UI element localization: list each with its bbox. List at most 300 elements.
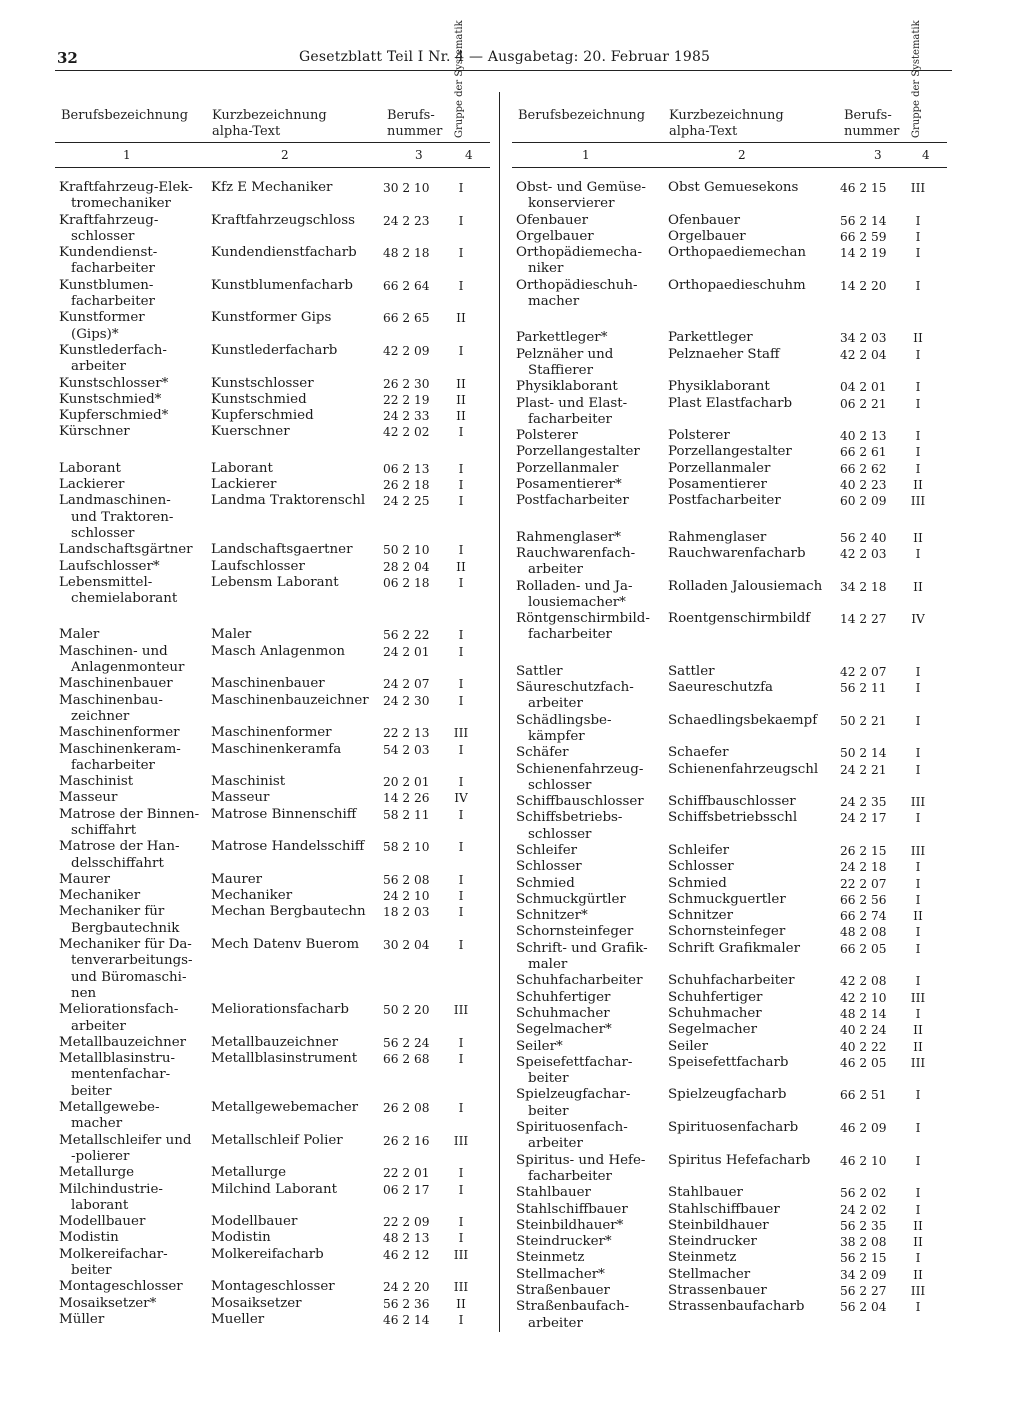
occupation-number: 14 2 27	[840, 612, 887, 627]
table-row	[512, 245, 947, 278]
occupation-number: 56 2 08	[383, 872, 430, 887]
occupation-name	[516, 461, 668, 477]
occupation-number: 26 2 18	[383, 478, 430, 493]
occupation-name-line: Schornsteinfeger	[516, 924, 634, 940]
table-row	[512, 745, 947, 761]
occupation-name	[516, 876, 668, 892]
occupation-name-line: Maschinenbau-	[59, 692, 163, 708]
table-row	[55, 676, 490, 692]
short-name: Montageschlosser	[211, 1279, 335, 1295]
occupation-name	[59, 245, 211, 278]
occupation-name-line: Schmuckgürtler	[516, 891, 626, 907]
short-name: Metallurge	[211, 1165, 287, 1181]
group-number: I	[458, 213, 464, 228]
occupation-number: 42 2 10	[840, 990, 887, 1005]
occupation-name	[516, 330, 668, 346]
occupation-number: 26 2 08	[383, 1101, 430, 1116]
group-number: I	[915, 1202, 921, 1217]
table-row	[55, 1296, 490, 1312]
occupation-name-line: Plast- und Elast-	[516, 395, 628, 411]
short-name: Schleifer	[668, 842, 730, 858]
occupation-number: 42 2 03	[840, 546, 887, 561]
short-name: Schmuckguertler	[668, 891, 786, 907]
occupation-name	[516, 1185, 668, 1201]
occupation-number: 42 2 07	[840, 664, 887, 679]
short-name: Stellmacher	[668, 1266, 751, 1282]
group-number: I	[915, 860, 921, 875]
group-number: I	[458, 1166, 464, 1181]
header-rule	[512, 142, 947, 143]
occupation-number: 06 2 13	[383, 461, 430, 476]
occupation-name-line: Metallgewebe-	[59, 1100, 160, 1116]
occupation-name-line: arbeiter	[528, 696, 583, 712]
group-number: III	[910, 843, 926, 858]
group-number: I	[458, 543, 464, 558]
occupation-number: 24 2 30	[383, 693, 430, 708]
occupation-number: 34 2 03	[840, 331, 887, 346]
occupation-name	[516, 278, 668, 311]
group-number: II	[456, 559, 466, 574]
occupation-name-line: laborant	[71, 1197, 129, 1213]
table-header	[512, 20, 947, 142]
occupation-name-line: Schuhfacharbeiter	[516, 973, 643, 989]
occupation-name	[59, 376, 211, 392]
occupation-name	[59, 1312, 211, 1328]
column-number-2: 2	[738, 148, 746, 162]
occupation-name	[59, 1214, 211, 1230]
occupation-name	[516, 892, 668, 908]
occupation-number: 40 2 22	[840, 1039, 887, 1054]
group-number: I	[915, 429, 921, 444]
table-row	[512, 1267, 947, 1283]
letter-group-spacer	[55, 441, 490, 461]
short-name: Steinmetz	[668, 1250, 737, 1266]
table-row	[512, 924, 947, 940]
occupation-name-line: maler	[528, 957, 568, 973]
column-numbers	[55, 148, 490, 164]
group-number: I	[915, 1088, 921, 1103]
occupation-name-line: facharbeiter	[71, 261, 155, 277]
short-name: Rolladen Jalousiemach	[668, 578, 823, 594]
group-number: I	[458, 478, 464, 493]
occupation-name-line: Kunstschlosser*	[59, 375, 169, 391]
short-name: Schornsteinfeger	[668, 924, 786, 940]
occupation-name-line: Maler	[59, 627, 100, 643]
occupation-name	[59, 693, 211, 726]
column-number-4: 4	[465, 148, 473, 162]
short-name: Laufschlosser	[211, 558, 305, 574]
group-number: III	[453, 726, 469, 741]
occupation-name	[59, 343, 211, 376]
occupation-name-line: tenverarbeitungs-	[71, 953, 193, 969]
table-row	[55, 559, 490, 575]
table-row	[512, 1087, 947, 1120]
short-name: Stahlbauer	[668, 1185, 743, 1201]
occupation-name	[516, 680, 668, 713]
group-number: I	[915, 380, 921, 395]
short-name: Milchind Laborant	[211, 1181, 338, 1197]
short-name: Schmied	[668, 875, 727, 891]
occupation-name-line: facharbeiter	[528, 1168, 612, 1184]
occupation-number: 48 2 18	[383, 246, 430, 261]
group-number: III	[910, 1055, 926, 1070]
occupation-name	[59, 477, 211, 493]
occupation-number: 26 2 16	[383, 1133, 430, 1148]
occupation-name-line: Röntgenschirmbild-	[516, 611, 650, 627]
column-number-4: 4	[922, 148, 930, 162]
occupation-name-line: Meliorationsfach-	[59, 1002, 179, 1018]
occupation-number: 24 2 23	[383, 213, 430, 228]
group-number: III	[453, 1133, 469, 1148]
column-number-1: 1	[582, 148, 590, 162]
group-number: I	[915, 681, 921, 696]
occupation-name-line: Postfacharbeiter	[516, 493, 629, 509]
occupation-name	[516, 428, 668, 444]
occupation-number: 66 2 64	[383, 278, 430, 293]
group-number: I	[458, 840, 464, 855]
occupation-name-line: Pelznäher und	[516, 346, 614, 362]
short-name: Kuerschner	[211, 424, 290, 440]
group-number: IV	[911, 612, 925, 627]
occupation-name	[516, 843, 668, 859]
occupation-name	[516, 1153, 668, 1186]
table-row	[512, 908, 947, 924]
table-row	[512, 379, 947, 395]
occupation-name-line: zeichner	[71, 708, 130, 724]
occupation-name-line: Metallbauzeichner	[59, 1034, 187, 1050]
occupation-name	[59, 575, 211, 608]
group-number: I	[458, 1052, 464, 1067]
short-name: Metallschleif Polier	[211, 1132, 343, 1148]
table-row	[512, 530, 947, 546]
occupation-number: 46 2 05	[840, 1055, 887, 1070]
group-number: I	[915, 941, 921, 956]
table-row	[55, 644, 490, 677]
occupation-name	[516, 229, 668, 245]
table-row	[55, 1182, 490, 1215]
occupation-name	[59, 676, 211, 692]
occupation-name	[59, 807, 211, 840]
group-number: I	[915, 762, 921, 777]
occupation-name-line: Schmied	[516, 875, 575, 891]
table-row	[55, 807, 490, 840]
column-number-2: 2	[281, 148, 289, 162]
occupation-name-line: Parkettleger*	[516, 330, 608, 346]
occupation-name	[516, 546, 668, 579]
occupation-name	[516, 1267, 668, 1283]
group-number: II	[913, 1235, 923, 1250]
occupation-name	[516, 664, 668, 680]
table-row	[55, 904, 490, 937]
occupation-name-line: Mosaiksetzer*	[59, 1295, 157, 1311]
group-number: IV	[454, 791, 468, 806]
group-number: II	[456, 392, 466, 407]
group-number: I	[458, 889, 464, 904]
occupation-name	[516, 1006, 668, 1022]
occupation-number: 24 2 20	[383, 1280, 430, 1295]
occupation-name-line: Mechaniker	[59, 888, 141, 904]
group-number: I	[458, 677, 464, 692]
occupation-name	[59, 1051, 211, 1100]
occupation-name	[516, 762, 668, 795]
occupation-number: 42 2 08	[840, 974, 887, 989]
group-number: I	[915, 1251, 921, 1266]
group-number: I	[458, 278, 464, 293]
occupation-name-line: Schlosser	[516, 859, 582, 875]
column-number-1: 1	[123, 148, 131, 162]
table-row	[512, 1283, 947, 1299]
occupation-name-line: Straßenbaufach-	[516, 1299, 630, 1315]
table-row	[55, 937, 490, 1002]
short-name: Posamentierer	[668, 477, 767, 493]
header-berufsnummer: Berufs- nummer	[844, 108, 900, 139]
occupation-name	[516, 347, 668, 380]
occupation-name-line: mentenfachar-	[71, 1067, 171, 1083]
group-number: I	[915, 396, 921, 411]
occupation-number: 50 2 20	[383, 1003, 430, 1018]
occupation-name	[516, 973, 668, 989]
group-number: I	[915, 213, 921, 228]
column-number-3: 3	[874, 148, 882, 162]
occupation-name-line: Rolladen- und Ja-	[516, 578, 633, 594]
group-number: I	[458, 343, 464, 358]
occupation-name-line: Modellbauer	[59, 1214, 146, 1230]
group-number: I	[458, 872, 464, 887]
occupation-name-line: Schrift- und Grafik-	[516, 940, 648, 956]
occupation-number: 48 2 13	[383, 1231, 430, 1246]
occupation-name-line: Matrose der Han-	[59, 839, 180, 855]
column-divider	[499, 92, 500, 1332]
occupation-name-line: Laborant	[59, 460, 121, 476]
occupation-number: 06 2 18	[383, 575, 430, 590]
short-name: Schrift Grafikmaler	[668, 940, 800, 956]
occupation-name	[516, 611, 668, 644]
occupation-name	[516, 579, 668, 612]
occupation-name-line: beiter	[71, 1083, 112, 1099]
occupation-name-line: delsschiffahrt	[71, 855, 164, 871]
occupation-number: 46 2 15	[840, 181, 887, 195]
occupation-name	[59, 839, 211, 872]
group-number: I	[915, 1121, 921, 1136]
group-number: III	[453, 1003, 469, 1018]
occupation-name	[516, 794, 668, 810]
occupation-number: 56 2 15	[840, 1251, 887, 1266]
occupation-name-line: Schienenfahrzeug-	[516, 761, 644, 777]
table-row	[512, 546, 947, 579]
short-name: Sattler	[668, 663, 715, 679]
occupation-name-line: konservierer	[528, 196, 615, 212]
occupation-name-line: -polierer	[71, 1148, 130, 1164]
occupation-name	[59, 542, 211, 558]
group-number: I	[915, 876, 921, 891]
occupation-number: 66 2 62	[840, 461, 887, 476]
table-row	[55, 392, 490, 408]
occupation-name	[59, 1279, 211, 1295]
table-row	[55, 1100, 490, 1133]
occupation-number: 50 2 10	[383, 543, 430, 558]
table-row	[512, 330, 947, 346]
occupation-name	[516, 859, 668, 875]
table-row	[55, 575, 490, 608]
table-row	[512, 428, 947, 444]
short-name: Mech Datenv Buerom	[211, 937, 360, 953]
occupation-name	[516, 713, 668, 746]
occupation-name	[516, 444, 668, 460]
group-number: I	[915, 664, 921, 679]
table-row	[512, 278, 947, 311]
group-number: III	[910, 795, 926, 810]
occupation-name-line: Masseur	[59, 790, 118, 806]
table-row	[512, 477, 947, 493]
short-name: Postfacharbeiter	[668, 493, 781, 509]
occupation-name-line: Spiritus- und Hefe-	[516, 1152, 646, 1168]
occupation-name-line: Steindrucker*	[516, 1234, 612, 1250]
occupation-name	[516, 1087, 668, 1120]
group-number: II	[913, 478, 923, 493]
occupation-name	[59, 424, 211, 440]
group-number: I	[915, 246, 921, 261]
occupation-number: 24 2 33	[383, 409, 430, 424]
group-number: II	[913, 331, 923, 346]
table-row	[55, 376, 490, 392]
occupation-number: 46 2 12	[383, 1247, 430, 1262]
occupation-name-line: Polsterer	[516, 428, 578, 444]
header-berufsbezeichnung: Berufsbezeichnung	[61, 108, 189, 123]
occupation-name-line: Kunstschmied*	[59, 391, 162, 407]
header-kurzbezeichnung: Kurzbezeichnung alpha-Text	[212, 108, 327, 139]
short-name: Kunstschlosser	[211, 375, 314, 391]
occupation-number: 56 2 22	[383, 628, 430, 643]
occupation-name	[59, 872, 211, 888]
occupation-name	[59, 1230, 211, 1246]
group-number: I	[915, 461, 921, 476]
column-number-3: 3	[415, 148, 423, 162]
occupation-name-line: arbeiter	[71, 359, 126, 375]
table-row	[55, 424, 490, 440]
occupation-name	[59, 1035, 211, 1051]
short-name: Metallblasinstrument	[211, 1051, 358, 1067]
group-number: I	[915, 974, 921, 989]
table-row	[55, 343, 490, 376]
occupation-name-line: schlosser	[528, 777, 592, 793]
short-name: Meliorationsfacharb	[211, 1002, 349, 1018]
occupation-name-line: schlosser	[71, 525, 135, 541]
table-row	[55, 1247, 490, 1280]
occupation-name-line: arbeiter	[71, 1018, 126, 1034]
group-number: I	[458, 742, 464, 757]
group-number: II	[913, 1267, 923, 1282]
short-name: Matrose Handelsschiff	[211, 839, 365, 855]
occupation-number: 04 2 01	[840, 380, 887, 395]
table-row	[55, 1035, 490, 1051]
occupation-number: 48 2 14	[840, 1006, 887, 1021]
short-name: Schuhfertiger	[668, 989, 763, 1005]
short-name: Steinbildhauer	[668, 1217, 769, 1233]
occupation-number: 56 2 04	[840, 1300, 887, 1315]
occupation-name-line: Maschinenkeram-	[59, 741, 181, 757]
group-number: I	[915, 1300, 921, 1315]
occupation-number: 40 2 23	[840, 478, 887, 493]
short-name: Maschinenbauzeichner	[211, 692, 369, 708]
occupation-name-line: tromechaniker	[71, 196, 171, 212]
occupation-name-line: Kraftfahrzeug-Elek-	[59, 180, 193, 195]
group-number: III	[910, 181, 926, 195]
occupation-name-line: macher	[71, 1116, 123, 1132]
occupation-number: 54 2 03	[383, 742, 430, 757]
occupation-name	[59, 790, 211, 806]
table-row	[512, 1022, 947, 1038]
occupation-name	[59, 310, 211, 343]
group-number: III	[453, 1280, 469, 1295]
occupation-name-line: Schäfer	[516, 745, 569, 761]
occupation-name-line: Orthopädieschuh-	[516, 277, 638, 293]
occupation-name-line: Mechaniker für Da-	[59, 937, 192, 953]
occupation-number: 06 2 17	[383, 1182, 430, 1197]
occupation-name-line: schlosser	[528, 826, 592, 842]
page-header	[55, 48, 952, 71]
occupation-number: 66 2 56	[840, 892, 887, 907]
short-name: Landma Traktorenschl	[211, 493, 366, 509]
table-row	[55, 774, 490, 790]
occupation-name	[59, 559, 211, 575]
short-name: Porzellanmaler	[668, 460, 771, 476]
occupation-name-line: Rahmenglaser*	[516, 529, 621, 545]
group-number: I	[458, 938, 464, 953]
occupation-name-line: Modistin	[59, 1230, 119, 1246]
header-kurzbezeichnung: Kurzbezeichnung alpha-Text	[669, 108, 784, 139]
table-row	[512, 444, 947, 460]
short-name: Schuhmacher	[668, 1005, 762, 1021]
occupation-name-line: Straßenbauer	[516, 1283, 610, 1298]
short-name: Schuhfacharbeiter	[668, 973, 795, 989]
occupation-number: 42 2 02	[383, 425, 430, 440]
group-number: II	[913, 579, 923, 594]
occupation-name	[516, 810, 668, 843]
occupation-name	[59, 627, 211, 643]
occupation-number: 22 2 01	[383, 1166, 430, 1181]
group-number: I	[915, 445, 921, 460]
header-rule-bottom	[55, 167, 490, 168]
short-name: Pelznaeher Staff	[668, 346, 780, 362]
occupation-number: 66 2 05	[840, 941, 887, 956]
short-name: Strassenbaufacharb	[668, 1299, 805, 1315]
occupation-name-line: Spielzeugfachar-	[516, 1087, 631, 1103]
occupation-name	[516, 379, 668, 395]
occupation-name	[516, 941, 668, 974]
short-name: Schienenfahrzeugschl	[668, 761, 819, 777]
table-row	[512, 680, 947, 713]
table-row	[55, 790, 490, 806]
occupation-number: 14 2 26	[383, 791, 430, 806]
rows-left	[55, 180, 490, 1328]
occupation-name-line: beiter	[528, 1071, 569, 1087]
short-name: Maschinenkeramfa	[211, 741, 342, 757]
letter-group-spacer	[512, 310, 947, 330]
table-row	[512, 810, 947, 843]
occupation-name-line: Sattler	[516, 663, 563, 679]
group-number: I	[915, 811, 921, 826]
short-name: Spielzeugfacharb	[668, 1087, 787, 1103]
occupation-number: 24 2 35	[840, 795, 887, 810]
occupation-name-line: Maschinist	[59, 774, 134, 790]
short-name: Maurer	[211, 871, 263, 887]
occupation-name	[59, 774, 211, 790]
occupation-name-line: Säureschutzfach-	[516, 680, 634, 696]
short-name: Kunstblumenfacharb	[211, 277, 353, 293]
short-name: Mechaniker	[211, 888, 293, 904]
short-name: Schaedlingsbekaempf	[668, 712, 818, 728]
occupation-name	[59, 408, 211, 424]
